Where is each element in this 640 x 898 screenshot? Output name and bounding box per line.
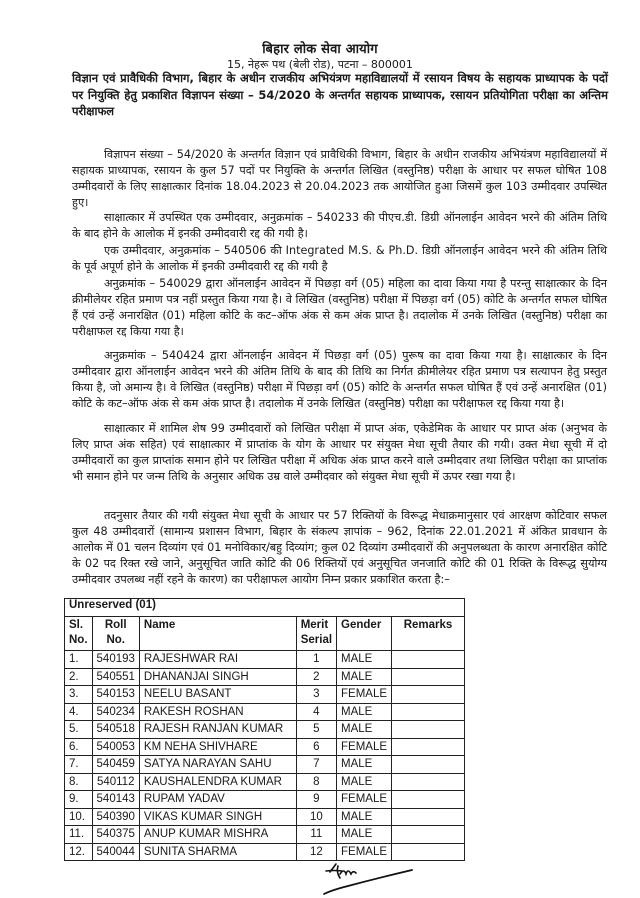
cell-remarks — [392, 703, 465, 721]
paragraph-merit-list-method — [72, 421, 607, 485]
cell-remarks — [392, 843, 465, 861]
table-row — [65, 773, 465, 791]
cell-gender: MALE — [337, 756, 392, 774]
cell-roll: 540193 — [92, 651, 139, 669]
header-remarks: Remarks — [392, 617, 465, 651]
table-caption: Unreserved (01) — [65, 599, 465, 617]
cell-sl: 1. — [65, 651, 93, 669]
paragraph-candidate-540424 — [72, 348, 607, 412]
cell-name: RAJESH RANJAN KUMAR — [139, 721, 296, 739]
paragraph-result-declaration — [72, 508, 607, 588]
cell-merit: 5 — [296, 721, 336, 739]
cell-sl: 11. — [65, 826, 93, 844]
table-row — [65, 756, 465, 774]
cell-remarks — [392, 791, 465, 809]
cell-roll: 540375 — [92, 826, 139, 844]
table-caption-row — [65, 599, 465, 617]
cell-roll: 540112 — [92, 773, 139, 791]
cell-sl: 3. — [65, 686, 93, 704]
cell-gender: FEMALE — [337, 738, 392, 756]
cell-name: SUNITA SHARMA — [139, 843, 296, 861]
table-row — [65, 826, 465, 844]
header-sl-no: Sl. No. — [65, 617, 93, 651]
cell-roll: 540153 — [92, 686, 139, 704]
cell-merit: 9 — [296, 791, 336, 809]
cell-merit: 2 — [296, 668, 336, 686]
cell-gender: MALE — [337, 651, 392, 669]
cell-remarks — [392, 738, 465, 756]
document-subject: विज्ञान एवं प्रावैधिकी विभाग, बिहार के अधीन राजकीय अभियंत्रण महाविद्यालयों में रसायन विषय के सहायक प्राध्यापक के पदों पर नियुक्ति हेतु प्रकाशित विज्ञापन संख्या – 54/2020 के अन्तर्गत सहायक प्राध्यापक, रसायन प्रतियोगिता परीक्षा का अन्तिम परीक्षाफल — [72, 71, 608, 118]
paragraph-candidate-540506 — [72, 243, 607, 275]
cell-gender: MALE — [337, 773, 392, 791]
table-row — [65, 808, 465, 826]
table-row — [65, 668, 465, 686]
result-table-unreserved — [64, 598, 465, 861]
table-row — [65, 703, 465, 721]
cell-gender: MALE — [337, 721, 392, 739]
cell-remarks — [392, 773, 465, 791]
handwritten-signature-icon — [318, 862, 428, 898]
paragraph-text: साक्षात्कार में शामिल शेष 99 उम्मीदवारों को लिखित परीक्षा में प्राप्त अंक, एकेडेमिक के आधार पर प्राप्त अंक (अनुभव के लिए प्राप्त अंक सहित) एवं साक्षात्कार में प्राप्तांक के योग के आधार पर संयुक्त मेधा सूची तैयार की गयी। उक्त मेधा सूची में दो उम्मीदवारों का कुल प्राप्तांक समान होने पर लिखित परीक्षा में अधिक अंक प्राप्त करने वाले उम्मीदवार तथा लिखित परीक्षा का प्राप्तांक भी समान होने पर जन्म तिथि के अनुसार अधिक उम्र वाले उम्मीदवार को संयुक्त मेधा सूची में ऊपर रखा गया है। — [72, 422, 607, 483]
cell-roll: 540518 — [92, 721, 139, 739]
header-roll-no: Roll No. — [92, 617, 139, 651]
cell-sl: 4. — [65, 703, 93, 721]
paragraph-candidate-540233 — [72, 210, 607, 242]
header-merit-serial: Merit Serial — [296, 617, 336, 651]
cell-name: KAUSHALENDRA KUMAR — [139, 773, 296, 791]
cell-gender: MALE — [337, 703, 392, 721]
header-gender: Gender — [337, 617, 392, 651]
table-header-row — [65, 617, 465, 651]
paragraph-text: विज्ञापन संख्या – 54/2020 के अन्तर्गत विज्ञान एवं प्रावैधिकी विभाग, बिहार के अधीन राजकीय अभियंत्रण महाविद्यालयों में सहायक प्राध्यापक, रसायन के कुल 57 पदों पर नियुक्ति के अन्तर्गत लिखित (वस्तुनिष्ठ) परीक्षा के आधार पर सफल घोषित 108 उम्मीदवारों के लिए साक्षात्कार दिनांक 18.04.2023 से 20.04.2023 तक आयोजित हुआ जिसमें कुल 103 उम्मीदवार उपस्थित हुए। — [72, 148, 607, 209]
cell-remarks — [392, 756, 465, 774]
cell-gender: FEMALE — [337, 686, 392, 704]
cell-sl: 12. — [65, 843, 93, 861]
cell-name: RUPAM YADAV — [139, 791, 296, 809]
cell-merit: 8 — [296, 773, 336, 791]
cell-name: RAKESH ROSHAN — [139, 703, 296, 721]
cell-name: SATYA NARAYAN SAHU — [139, 756, 296, 774]
table-row — [65, 843, 465, 861]
cell-gender: FEMALE — [337, 843, 392, 861]
cell-name: KM NEHA SHIVHARE — [139, 738, 296, 756]
cell-name: DHANANJAI SINGH — [139, 668, 296, 686]
cell-remarks — [392, 721, 465, 739]
paragraph-text: साक्षात्कार में उपस्थित एक उम्मीदवार, अनुक्रमांक – 540233 की पीएच.डी. डिग्री ऑनलाईन आवेदन भरने की अंतिम तिथि के बाद होने के आलोक में इनकी उम्मीदवारी रद्द की गयी है। — [72, 211, 607, 240]
paragraph-text: अनुक्रमांक – 540424 द्वारा ऑनलाईन आवेदन में पिछड़ा वर्ग (05) पुरूष का दावा किया गया है। साक्षात्कार के दिन उम्मीदवार द्वारा ऑनलाईन आवेदन भरने की अंतिम तिथि के बाद की तिथि का निर्गत क्रीमीलेयर रहित प्रमाण पत्र सत्यापन हेतु प्रस्तुत किया है, जो अमान्य है। वे लिखित (वस्तुनिष्ठ) परीक्षा में पिछड़ा वर्ग (05) कोटि के अन्तर्गत सफल घोषित हैं एवं उन्हें अनारक्षित (01) कोटि के कट–ऑफ अंक से कम अंक प्राप्त है। तदालोक में उनके लिखित (वस्तुनिष्ठ) परीक्षा का परीक्षाफल रद्द किया गया है। — [72, 349, 607, 410]
cell-merit: 7 — [296, 756, 336, 774]
cell-remarks — [392, 826, 465, 844]
cell-remarks — [392, 686, 465, 704]
paragraph-text: अनुक्रमांक – 540029 द्वारा ऑनलाईन आवेदन में पिछड़ा वर्ग (05) महिला का दावा किया गया है परन्तु साक्षात्कार के दिन क्रीमीलेयर रहित प्रमाण पत्र नहीं प्रस्तुत किया गया है। वे लिखित (वस्तुनिष्ठ) परीक्षा में पिछड़ा वर्ग (05) कोटि के अन्तर्गत सफल घोषित हैं एवं उन्हें अनारक्षित (01) महिला कोटि के कट–ऑफ अंक से कम अंक प्राप्त है। तदालोक में उनके लिखित (वस्तुनिष्ठ) परीक्षा का परीक्षाफल रद्द किया गया है। — [72, 277, 607, 338]
org-title: बिहार लोक सेवा आयोग — [262, 42, 378, 57]
cell-remarks — [392, 668, 465, 686]
cell-sl: 2. — [65, 668, 93, 686]
cell-roll: 540143 — [92, 791, 139, 809]
paragraph-interview-summary — [72, 147, 607, 211]
cell-roll: 540459 — [92, 756, 139, 774]
cell-merit: 10 — [296, 808, 336, 826]
cell-merit: 12 — [296, 843, 336, 861]
paragraph-text: एक उम्मीदवार, अनुक्रमांक – 540506 की Integrated M.S. & Ph.D. डिग्री ऑनलाईन आवेदन भरने की अंतिम तिथि के पूर्व अपूर्ण होने के आलोक में इनकी उम्मीदवारी रद्द की गयी है — [72, 244, 607, 273]
cell-merit: 3 — [296, 686, 336, 704]
cell-sl: 10. — [65, 808, 93, 826]
cell-name: RAJESHWAR RAI — [139, 651, 296, 669]
cell-roll: 540044 — [92, 843, 139, 861]
cell-roll: 540234 — [92, 703, 139, 721]
cell-name: ANUP KUMAR MISHRA — [139, 826, 296, 844]
cell-sl: 7. — [65, 756, 93, 774]
paragraph-text: तदनुसार तैयार की गयी संयुक्त मेधा सूची के आधार पर 57 रिक्तियों के विरूद्ध मेधाक्रमानुसार एवं आरक्षण कोटिवार सफल कुल 48 उम्मीदवारों (सामान्य प्रशासन विभाग, बिहार के संकल्प ज्ञापांक – 962, दिनांक 22.01.2021 में अंकित प्रावधान के आलोक में 01 चलन दिव्यांग एवं 01 मनोविकार/बहु दिव्यांग; कुल 02 दिव्यांग उम्मीदवारों की अनुपलब्धता के कारण अनारक्षित कोटि के 02 पद रिक्त रखे जाने, अनुसूचित जाति कोटि की 06 रिक्तियों एवं अनुसूचित जनजाति कोटि की 01 रिक्ति के विरूद्ध सुयोग्य उम्मीदवार उपलब्ध नहीं रहने के कारण) का परीक्षाफल आयोग निम्न प्रकार प्रकाशित करता है:– — [72, 509, 607, 586]
cell-name: NEELU BASANT — [139, 686, 296, 704]
cell-name: VIKAS KUMAR SINGH — [139, 808, 296, 826]
header-name: Name — [139, 617, 296, 651]
cell-sl: 9. — [65, 791, 93, 809]
cell-gender: MALE — [337, 826, 392, 844]
cell-remarks — [392, 808, 465, 826]
table-row — [65, 738, 465, 756]
cell-gender: FEMALE — [337, 791, 392, 809]
cell-merit: 11 — [296, 826, 336, 844]
table-row — [65, 686, 465, 704]
cell-roll: 540053 — [92, 738, 139, 756]
cell-roll: 540551 — [92, 668, 139, 686]
cell-gender: MALE — [337, 808, 392, 826]
cell-merit: 4 — [296, 703, 336, 721]
cell-merit: 6 — [296, 738, 336, 756]
table-row — [65, 721, 465, 739]
cell-roll: 540390 — [92, 808, 139, 826]
cell-sl: 8. — [65, 773, 93, 791]
cell-sl: 5. — [65, 721, 93, 739]
cell-sl: 6. — [65, 738, 93, 756]
table-row — [65, 651, 465, 669]
table-row — [65, 791, 465, 809]
paragraph-candidate-540029 — [72, 276, 607, 340]
org-address: 15, नेहरू पथ (बेली रोड), पटना – 800001 — [227, 58, 413, 71]
cell-remarks — [392, 651, 465, 669]
cell-gender: MALE — [337, 668, 392, 686]
cell-merit: 1 — [296, 651, 336, 669]
